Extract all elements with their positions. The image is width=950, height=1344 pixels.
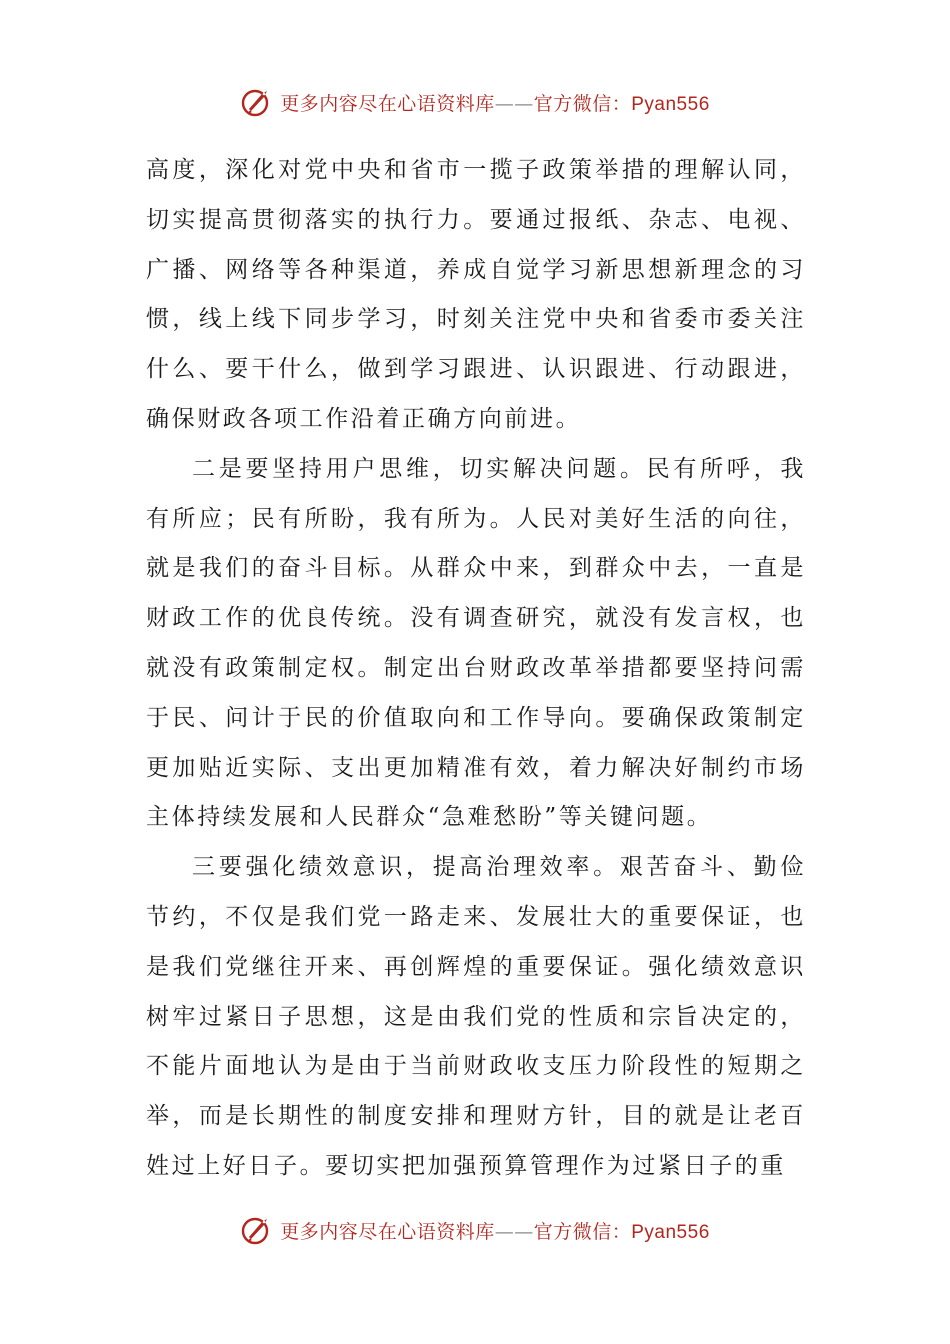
pen-nib-logo-icon (240, 85, 274, 119)
footer-separator: —— (494, 1220, 534, 1243)
header-separator: —— (494, 92, 534, 115)
paragraph-2: 二是要坚持用户思维，切实解决问题。民有所呼，我有所应；民有所盼，我有所为。人民对美好生活的向往，就是我们的奋斗目标。从群众中来，到群众中去，一直是财政工作的优良传统。没有调查研究，就没有发言权，也就没有政策制定权。制定出台财政改革举措都要坚持问需于民、问计于民的价值取向和工作导向。要确保政策制定更加贴近实际、支出更加精准有效，着力解决好制约市场主体持续发展和人民群众“急难愁盼”等关键问题。 (146, 455, 806, 831)
header-contact-id: Pyan556 (631, 93, 710, 115)
footer-contact-label: 官方微信： (533, 1220, 632, 1243)
footer-banner-text (280, 1217, 710, 1244)
footer-banner (0, 1210, 950, 1250)
pen-nib-logo-icon (240, 1213, 274, 1247)
paragraph-1: 高度，深化对党中央和省市一揽子政策举措的理解认同，切实提高贯彻落实的执行力。要通过报纸、杂志、电视、广播、网络等各种渠道，养成自觉学习新思想新理念的习惯，线上线下同步学习，时刻关注党中央和省委市委关注什么、要干什么，做到学习跟进、认识跟进、行动跟进，确保财政各项工作沿着正确方向前进。 (146, 157, 806, 432)
header-brand: 更多内容尽在心语资料库 (280, 92, 495, 115)
footer-contact-id: Pyan556 (631, 1221, 710, 1243)
document-body (146, 146, 806, 1192)
header-banner (0, 82, 950, 122)
header-banner-text (280, 89, 710, 116)
header-contact-label: 官方微信： (533, 92, 632, 115)
footer-brand: 更多内容尽在心语资料库 (280, 1220, 495, 1243)
paragraph-3: 三要强化绩效意识，提高治理效率。艰苦奋斗、勤俭节约，不仅是我们党一路走来、发展壮大的重要保证，也是我们党继往开来、再创辉煌的重要保证。强化绩效意识树牢过紧日子思想，这是由我们党的性质和宗旨决定的，不能片面地认为是由于当前财政收支压力阶段性的短期之举，而是长期性的制度安排和理财方针，目的就是让老百姓过上好日子。要切实把加强预算管理作为过紧日子的重 (146, 854, 806, 1179)
